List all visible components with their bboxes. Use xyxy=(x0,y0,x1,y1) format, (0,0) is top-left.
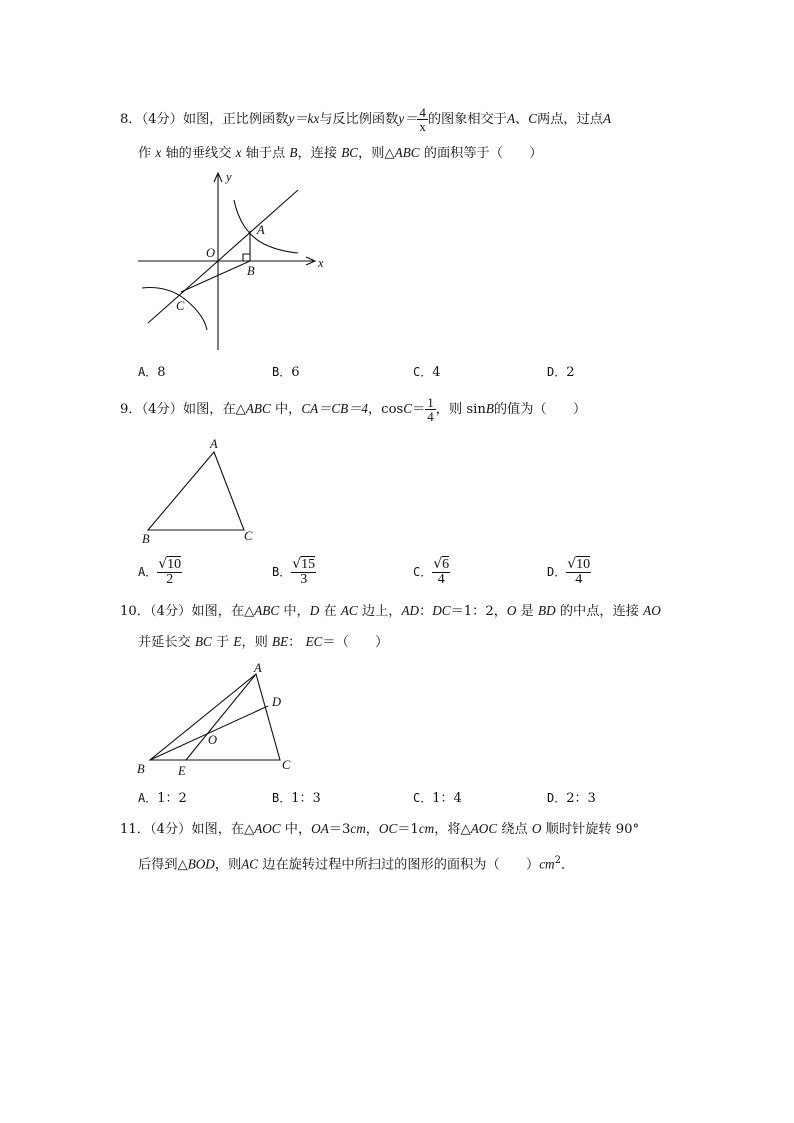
q10-text: 在 xyxy=(323,604,337,619)
q8-direct-function: y＝kx xyxy=(288,111,320,126)
q8-figure xyxy=(130,168,340,353)
q8-text: 的面积等于（ ） xyxy=(423,146,543,161)
q9-sqrt-fraction xyxy=(566,557,591,587)
q9-triangle-abc xyxy=(148,452,244,530)
q8-segment-bc xyxy=(181,261,250,292)
option-key: B． xyxy=(272,565,292,579)
option-key: C． xyxy=(413,365,433,379)
q9-sqrt-fraction xyxy=(291,557,316,587)
q10-segment: EC xyxy=(305,634,323,649)
q9-option-c[interactable] xyxy=(413,557,450,587)
q11-point: O xyxy=(531,821,542,836)
q9-var: C xyxy=(403,401,413,416)
fraction-denominator: x xyxy=(419,119,426,134)
option-key: A． xyxy=(138,565,158,579)
q11-triangle: AOC xyxy=(470,821,498,836)
q11-unit-exponent: 2 xyxy=(554,855,561,866)
q9-option-d[interactable] xyxy=(547,557,591,587)
q9-label-c: C xyxy=(244,529,253,543)
option-key: C． xyxy=(413,791,433,805)
q11-stem-line1 xyxy=(120,821,639,838)
q8-triangle: ABC xyxy=(394,145,420,160)
q11-segment: OA xyxy=(311,821,329,836)
q11-text: 11．（4分）如图，在△ xyxy=(120,822,255,837)
q9-text: ＝ xyxy=(412,402,426,417)
q8-var: x xyxy=(155,145,162,160)
fraction-denominator: 4 xyxy=(427,409,434,424)
q11-unit: cm xyxy=(539,856,555,872)
q11-text: ＝1 xyxy=(397,822,419,837)
q8-label-a: A xyxy=(257,223,265,237)
q8-text: 轴的垂线交 xyxy=(165,146,232,161)
option-value: 1：2 xyxy=(157,791,187,806)
option-key: B． xyxy=(272,791,292,805)
q8-text: 与反比例函数 xyxy=(319,112,399,127)
q10-point: E xyxy=(233,634,242,649)
q11-text: ， xyxy=(365,822,379,837)
q11-triangle: AOC xyxy=(254,821,281,836)
q9-stem-line1 xyxy=(120,396,586,423)
q10-figure xyxy=(134,660,304,782)
q10-segment-ae xyxy=(186,674,256,760)
option-value: 2：3 xyxy=(566,791,596,806)
q8-label-o: O xyxy=(206,246,216,260)
q8-option-d[interactable] xyxy=(547,364,575,381)
q9-text: 中， xyxy=(274,402,302,417)
option-key: D． xyxy=(547,565,567,579)
q11-text: 边在旋转过程中所扫过的图形的面积为（ ） xyxy=(262,857,540,873)
q11-text: ． xyxy=(560,857,575,873)
q10-text: 于 xyxy=(216,635,230,650)
q11-text: ＝3 xyxy=(328,822,351,837)
q8-label-c: C xyxy=(176,299,185,313)
fraction-denominator: 2 xyxy=(166,572,174,587)
q10-segment: BE xyxy=(272,634,289,649)
q10-segment: BC xyxy=(194,634,212,649)
q8-text: 轴于点 xyxy=(245,146,286,161)
q8-line-kx xyxy=(148,190,298,323)
q8-text: 的图象相交于 xyxy=(427,112,507,127)
q9-var: B xyxy=(485,401,494,416)
q8-label-b: B xyxy=(247,264,255,278)
q8-inverse-function-fraction xyxy=(417,106,428,133)
q8-text: 作 xyxy=(138,146,152,161)
option-key: D． xyxy=(547,791,567,805)
q10-label-o: O xyxy=(208,733,218,747)
q8-hyperbola-q1 xyxy=(234,200,298,253)
q10-text: ，则 xyxy=(241,635,268,650)
q10-text: ＝（ ） xyxy=(322,635,389,650)
option-value: 2 xyxy=(566,365,575,380)
sqrt-icon: √ xyxy=(567,556,577,572)
q9-text: 的值为（ ） xyxy=(493,402,587,417)
q8-hyperbola-q3 xyxy=(142,288,207,331)
option-key: A． xyxy=(138,365,158,379)
q10-label-d: D xyxy=(272,695,282,709)
sqrt-icon: √ xyxy=(292,556,302,572)
fraction-numerator: 1 xyxy=(427,395,434,410)
q8-option-b[interactable] xyxy=(272,364,300,381)
q8-stem-line1 xyxy=(120,106,611,133)
q9-label-b: B xyxy=(142,532,150,546)
q10-text: 并延长交 xyxy=(138,635,191,650)
option-key: D． xyxy=(547,365,567,379)
q8-text: ，连接 xyxy=(297,146,338,161)
q10-text: 中， xyxy=(283,604,310,619)
q10-stem-line1 xyxy=(120,603,661,620)
q11-unit: cm xyxy=(418,821,435,836)
q11-text: ，则 xyxy=(214,857,242,873)
q10-segment: AO xyxy=(643,603,661,618)
radicand: 10 xyxy=(576,557,591,572)
q10-label-c: C xyxy=(282,758,291,772)
q10-text: 是 xyxy=(520,604,534,619)
q10-segment: DC xyxy=(432,603,451,618)
q9-fraction xyxy=(425,396,436,423)
q8-segment: BC xyxy=(341,145,359,160)
q11-triangle: BOD xyxy=(187,856,215,872)
q8-option-a[interactable] xyxy=(138,364,166,381)
q10-segment: AD xyxy=(401,603,420,618)
q10-triangle-abc xyxy=(150,674,280,760)
q10-point: D xyxy=(309,603,320,618)
q10-text: ＝1：2， xyxy=(450,604,507,619)
q10-text: ： xyxy=(419,604,433,619)
q10-option-a[interactable] xyxy=(138,790,187,807)
q9-condition: CA＝CB＝4 xyxy=(301,401,368,416)
q8-text: 、 xyxy=(515,112,529,127)
option-value: 6 xyxy=(291,365,300,380)
fraction-denominator: 3 xyxy=(300,572,308,587)
q8-point: B xyxy=(289,145,298,160)
q10-segment: AC xyxy=(340,603,358,618)
fraction-denominator: 4 xyxy=(575,572,583,587)
q10-text: 的中点，连接 xyxy=(559,604,639,619)
q10-segment: BD xyxy=(538,603,556,618)
q10-label-b: B xyxy=(137,762,145,776)
q8-inverse-function-lhs: y＝ xyxy=(398,111,418,126)
q8-right-angle xyxy=(243,254,250,261)
q9-text: ，则 sin xyxy=(435,402,486,417)
q8-option-c[interactable] xyxy=(413,364,441,381)
q9-figure xyxy=(136,436,266,548)
q10-text: ： xyxy=(288,635,302,650)
q10-stem-line2 xyxy=(138,634,388,651)
q8-stem-line2 xyxy=(138,145,542,162)
option-value: 1：3 xyxy=(291,791,321,806)
sqrt-icon: √ xyxy=(158,556,168,572)
q11-text: 中， xyxy=(284,822,312,837)
q10-option-c[interactable] xyxy=(413,790,462,807)
q11-text: 绕点 xyxy=(501,822,528,837)
option-key: B． xyxy=(272,365,292,379)
fraction-denominator: 4 xyxy=(437,572,445,587)
q9-label-a: A xyxy=(210,437,218,451)
q10-point: O xyxy=(506,603,517,618)
radicand: 10 xyxy=(167,557,182,572)
radicand: 6 xyxy=(442,557,450,572)
q11-text: ，将△ xyxy=(434,822,471,837)
q10-option-d[interactable] xyxy=(547,790,596,807)
q10-label-a: A xyxy=(254,661,262,675)
q8-var: x xyxy=(235,145,242,160)
option-value: 1：4 xyxy=(432,791,462,806)
fraction-numerator: 4 xyxy=(419,105,426,120)
q9-sqrt-fraction xyxy=(432,557,450,587)
q11-stem-line2 xyxy=(138,853,574,873)
sqrt-icon: √ xyxy=(433,556,443,572)
q10-option-b[interactable] xyxy=(272,790,321,807)
q11-segment: OC xyxy=(378,821,398,836)
q10-triangle: ABC xyxy=(254,603,280,618)
option-key: A． xyxy=(138,791,158,805)
q11-segment: AC xyxy=(241,856,259,872)
q8-label-y: y xyxy=(226,170,232,184)
q9-option-a[interactable] xyxy=(138,557,182,587)
q8-point: C xyxy=(528,111,538,126)
q8-text: 8．（4分）如图，正比例函数 xyxy=(120,112,289,127)
q9-option-b[interactable] xyxy=(272,557,316,587)
q10-text: 边上， xyxy=(361,604,402,619)
q9-text: ，cos xyxy=(368,402,404,417)
q8-label-x: x xyxy=(318,256,324,270)
q11-unit: cm xyxy=(350,821,366,836)
option-value: 4 xyxy=(432,365,441,380)
q8-text: 两点，过点 xyxy=(537,112,603,127)
q11-text: 后得到△ xyxy=(138,857,188,873)
q8-point: A xyxy=(602,111,612,126)
q10-text: 10．（4分）如图，在△ xyxy=(120,604,255,619)
radicand: 15 xyxy=(301,557,316,572)
option-key: C． xyxy=(413,565,433,579)
q11-text: 顺时针旋转 90° xyxy=(545,822,640,837)
q8-text: ，则△ xyxy=(358,146,395,161)
q9-text: 9．（4分）如图，在△ xyxy=(120,402,246,417)
q10-label-e: E xyxy=(178,764,186,778)
q8-point: A xyxy=(506,111,516,126)
q9-sqrt-fraction xyxy=(157,557,182,587)
option-value: 8 xyxy=(157,365,166,380)
q9-triangle: ABC xyxy=(245,401,271,416)
